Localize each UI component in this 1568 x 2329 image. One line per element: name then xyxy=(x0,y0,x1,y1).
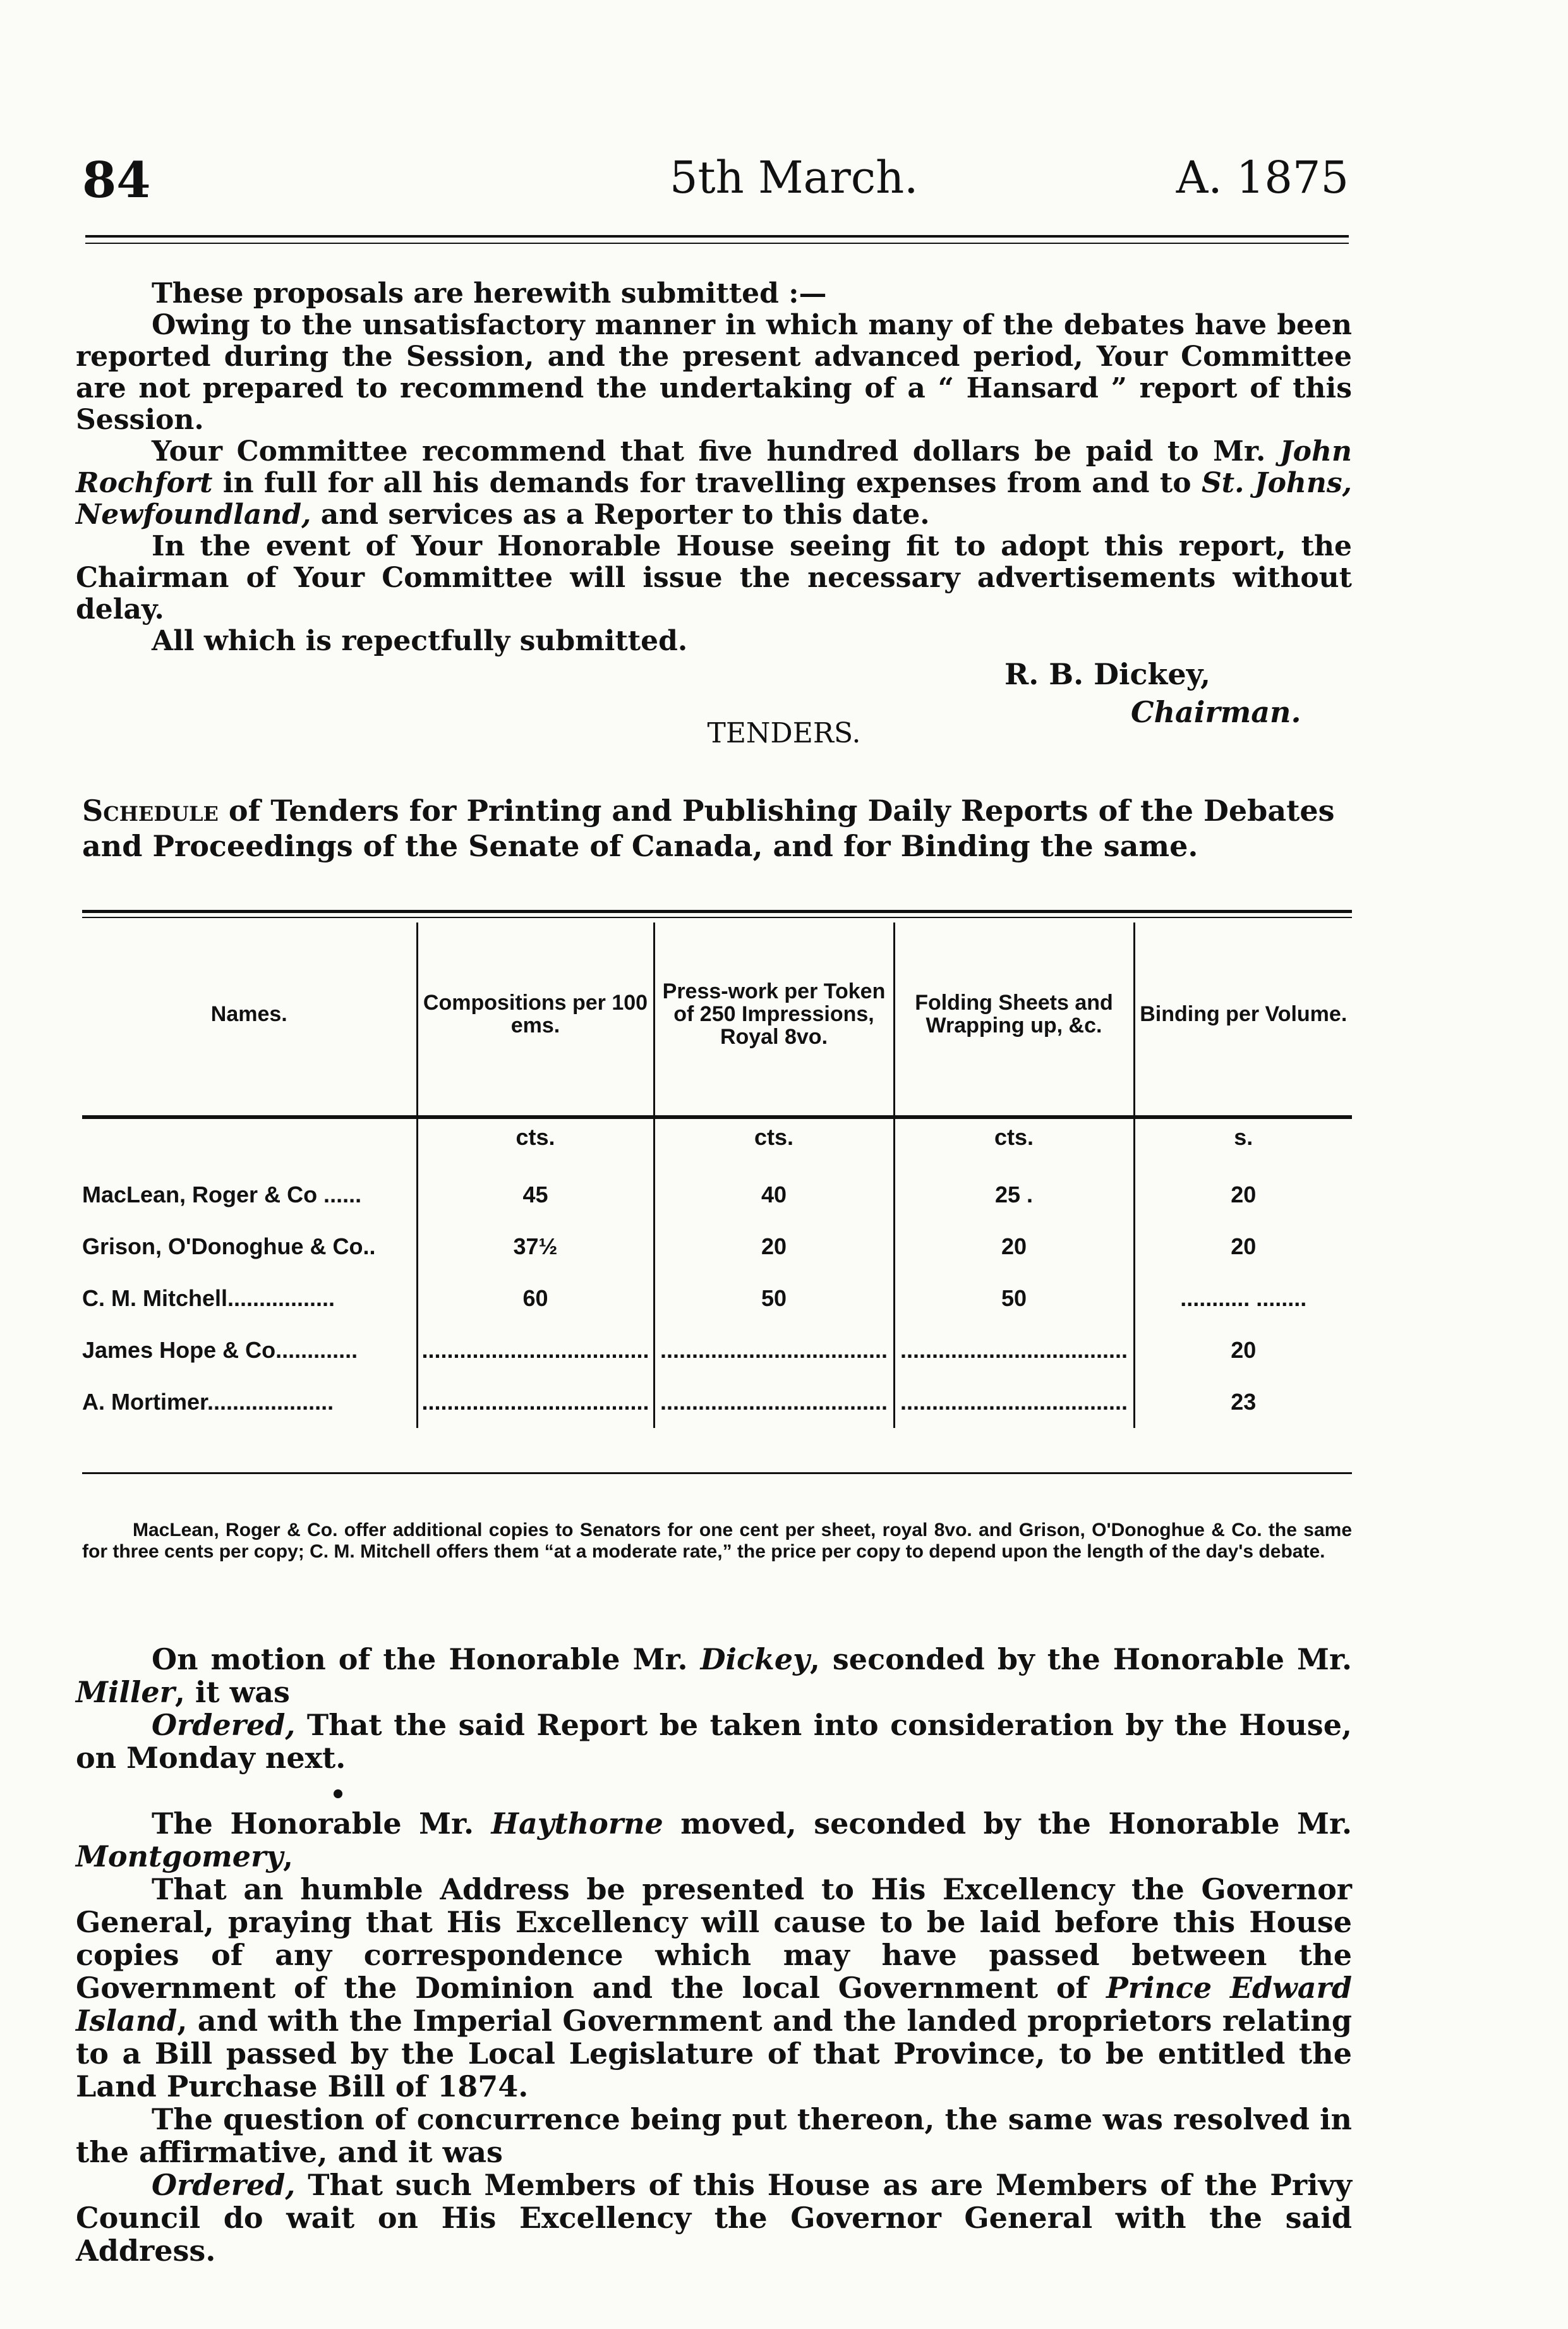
paragraph: That an humble Address be presented to His Excellency the Governor General, praying that His Excellency will cause to be laid before this House copies of any correspondence which may have passed between the Government of the Dominion and the local Government of Prince Edward Island, and with the Imperial Government and the landed proprietors relating to a Bill passed by the Local Legislature of that Province, to be entitled the Land Purchase Bill of 1874. xyxy=(76,1872,1352,2103)
paragraph: On motion of the Honorable Mr. Dickey, seconded by the Honorable Mr. Miller, it was xyxy=(76,1642,1352,1709)
column-header: Names. xyxy=(210,1002,287,1026)
table-cell: 50 xyxy=(654,1273,894,1324)
table-cell: 20 xyxy=(1134,1169,1352,1221)
mover-name: Haythorne xyxy=(491,1806,663,1841)
bullet-mark xyxy=(334,1789,342,1798)
place-name: St. Johns, Newfoundland, xyxy=(76,467,1352,531)
ordered-label: Ordered, xyxy=(152,2168,296,2202)
seconder-name: Montgomery xyxy=(76,1839,284,1873)
person-name: John Rochfort xyxy=(76,435,1352,499)
seconder-name: Miller xyxy=(76,1675,175,1709)
page-number: 84 xyxy=(82,152,151,209)
column-header: Press-work per Token of 250 Impressions, Royal 8vo. xyxy=(654,923,894,1106)
ordered-label: Ordered, xyxy=(152,1708,296,1742)
mover-name: Dickey xyxy=(700,1642,810,1676)
table-cell: .................................... xyxy=(654,1376,894,1428)
table-cell: .................................... xyxy=(417,1324,654,1376)
paragraph: The question of concurrence being put thereon, the same was resolved in the affirmative, and it was xyxy=(76,2102,1352,2169)
table-cell: .................................... xyxy=(417,1376,654,1428)
units-cell: s. xyxy=(1134,1106,1352,1169)
page-header xyxy=(82,152,1349,215)
motion-haythorne xyxy=(76,1807,1352,2267)
paragraph: These proposals are herewith submitted :— xyxy=(152,277,827,310)
schedule-lead: Schedule xyxy=(82,794,219,828)
table-cell: 50 xyxy=(894,1273,1134,1324)
report-text xyxy=(76,278,1352,657)
signature-title: Chairman. xyxy=(1131,695,1301,729)
header-date: 5th March. xyxy=(670,152,919,203)
header-year: A. 1875 xyxy=(1176,152,1349,203)
table-cell: A. Mortimer.................... xyxy=(82,1389,334,1415)
paragraph: The Honorable Mr. Haythorne moved, seconded by the Honorable Mr. Montgomery, xyxy=(76,1806,1352,1873)
table-row xyxy=(82,1273,1352,1324)
table-cell: 40 xyxy=(654,1169,894,1221)
table-bottom-rule xyxy=(82,1472,1352,1474)
table-cell: 20 xyxy=(1134,1221,1352,1273)
table-header-row xyxy=(82,923,1352,1106)
header-rule xyxy=(85,235,1349,244)
paragraph: Your Committee recommend that five hundred dollars be paid to Mr. John Rochfort in full for all his demands for travelling expenses from and to St. Johns, Newfoundland, and services as a Reporter to this date. xyxy=(76,435,1352,531)
table-header-rule xyxy=(82,1115,1352,1119)
table-row xyxy=(82,1324,1352,1376)
table-row xyxy=(82,1169,1352,1221)
paragraph: Owing to the unsatisfactory manner in which many of the debates have been reported during the Session, and the present advanced period, Your Committee are not prepared to recommend the undertaking of a “ Hansard ” report of this Session. xyxy=(76,309,1352,436)
table-cell: .................................... xyxy=(894,1324,1134,1376)
paragraph: Ordered, That the said Report be taken into consideration by the House, on Monday next. xyxy=(76,1708,1352,1775)
province-name: Prince Edward Island xyxy=(76,1971,1352,2038)
table-cell: .................................... xyxy=(654,1324,894,1376)
column-header: Compositions per 100 ems. xyxy=(417,923,654,1106)
table-cell: MacLean, Roger & Co ...... xyxy=(82,1182,362,1207)
schedule-caption: Schedule of Tenders for Printing and Publishing Daily Reports of the Debates and Proceedings of the Senate of Canada, and for Binding the same. xyxy=(82,794,1335,863)
table-cell: 60 xyxy=(417,1273,654,1324)
table-cell: 20 xyxy=(654,1221,894,1273)
paragraph: Ordered, That such Members of this House as are Members of the Privy Council do wait on His Excellency the Governor General with the said Address. xyxy=(76,2168,1352,2268)
table-cell: C. M. Mitchell................. xyxy=(82,1285,335,1311)
table-cell: James Hope & Co............. xyxy=(82,1337,358,1363)
paragraph: In the event of Your Honorable House seeing fit to adopt this report, the Chairman of Your Committee will issue the necessary advertisements without delay. xyxy=(76,530,1352,626)
tenders-table xyxy=(82,923,1352,1428)
units-cell: cts. xyxy=(654,1106,894,1169)
table-cell: 45 xyxy=(417,1169,654,1221)
table-footnote: MacLean, Roger & Co. offer additional copies to Senators for one cent per sheet, royal 8vo. and Grison, O'Donoghue & Co. the same for three cents per copy; C. M. Mitchell offers them “at a moderate rate,” the price per copy to depend upon the length of the day's debate. xyxy=(82,1520,1352,1562)
table-cell: .................................... xyxy=(894,1376,1134,1428)
table-cell: 25 . xyxy=(894,1169,1134,1221)
table-cell: 37½ xyxy=(417,1221,654,1273)
table-cell: 23 xyxy=(1134,1376,1352,1428)
motion-dickey xyxy=(76,1643,1352,1774)
paragraph: All which is repectfully submitted. xyxy=(152,625,688,657)
table-row xyxy=(82,1221,1352,1273)
column-header: Binding per Volume. xyxy=(1134,923,1352,1106)
units-cell: cts. xyxy=(894,1106,1134,1169)
table-row xyxy=(82,1376,1352,1428)
tenders-heading: TENDERS. xyxy=(707,717,861,749)
column-header: Folding Sheets and Wrapping up, &c. xyxy=(894,923,1134,1106)
table-cell: ........... ........ xyxy=(1134,1273,1352,1324)
table-cell: 20 xyxy=(1134,1324,1352,1376)
table-cell: 20 xyxy=(894,1221,1134,1273)
table-cell: Grison, O'Donoghue & Co.. xyxy=(82,1233,376,1259)
signature-name: R. B. Dickey, xyxy=(1004,657,1211,691)
units-cell: cts. xyxy=(417,1106,654,1169)
table-top-rule xyxy=(82,910,1352,918)
